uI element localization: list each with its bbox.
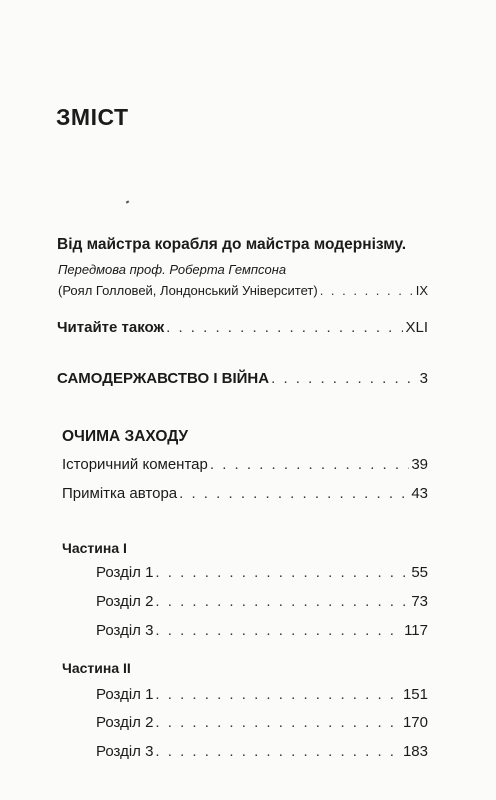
autocracy-label: САМОДЕРЖАВСТВО І ВІЙНА xyxy=(57,370,270,387)
toc-entry-see-also[interactable] xyxy=(57,319,428,336)
page-title: ЗМІСТ xyxy=(56,104,129,130)
part-1-title: Частина І xyxy=(62,540,127,556)
toc-entry-historical-comment[interactable] xyxy=(62,456,428,473)
page-number: IX xyxy=(415,283,428,298)
toc-entry-part1-chapter3[interactable] xyxy=(96,622,428,639)
chapter-label: Розділ 1 xyxy=(96,686,154,703)
entry-label: Примітка автора xyxy=(62,485,178,502)
preface-title: Від майстра корабля до майстра модернізму. xyxy=(57,236,407,253)
toc-entry-preface[interactable] xyxy=(58,283,428,298)
page-number: 73 xyxy=(411,593,428,610)
toc-entry-part2-chapter2[interactable] xyxy=(96,714,428,731)
toc-entry-part2-chapter3[interactable] xyxy=(96,743,428,760)
toc-entry-part2-chapter1[interactable] xyxy=(96,686,428,703)
chapter-label: Розділ 2 xyxy=(96,593,154,610)
dot-leader xyxy=(155,622,402,639)
chapter-label: Розділ 1 xyxy=(96,564,154,581)
chapter-label: Розділ 2 xyxy=(96,714,154,731)
part-2-title: Частина ІІ xyxy=(62,660,131,676)
dot-leader xyxy=(155,743,401,760)
page-number: 170 xyxy=(402,714,428,731)
toc-entry-part1-chapter1[interactable] xyxy=(96,564,428,581)
page-number: XLI xyxy=(405,319,428,336)
page-number: 183 xyxy=(402,743,428,760)
dot-leader xyxy=(155,593,409,610)
chapter-label: Розділ 3 xyxy=(96,743,154,760)
dot-leader xyxy=(166,319,403,336)
see-also-label: Читайте також xyxy=(57,319,165,336)
page-speck xyxy=(126,200,130,203)
page-number: 117 xyxy=(404,622,428,639)
dot-leader xyxy=(271,370,418,387)
page-number: 43 xyxy=(411,485,428,502)
dot-leader xyxy=(155,686,401,703)
entry-label: Історичний коментар xyxy=(62,456,208,473)
dot-leader xyxy=(320,283,414,298)
dot-leader xyxy=(210,456,409,473)
chapter-label: Розділ 3 xyxy=(96,622,154,639)
page-number: 39 xyxy=(411,456,428,473)
dot-leader xyxy=(155,714,401,731)
dot-leader xyxy=(155,564,409,581)
western-eyes-title: ОЧИМА ЗАХОДУ xyxy=(62,428,189,445)
page-number: 151 xyxy=(402,686,428,703)
dot-leader xyxy=(179,485,409,502)
toc-entry-part1-chapter2[interactable] xyxy=(96,593,428,610)
toc-entry-author-note[interactable] xyxy=(62,485,428,502)
preface-affiliation: (Роял Голловей, Лондонський Університет) xyxy=(58,283,318,298)
toc-entry-autocracy[interactable] xyxy=(57,370,428,387)
page-number: 3 xyxy=(419,370,428,387)
preface-subtitle: Передмова проф. Роберта Гемпсона xyxy=(58,262,287,277)
page-number: 55 xyxy=(411,564,428,581)
